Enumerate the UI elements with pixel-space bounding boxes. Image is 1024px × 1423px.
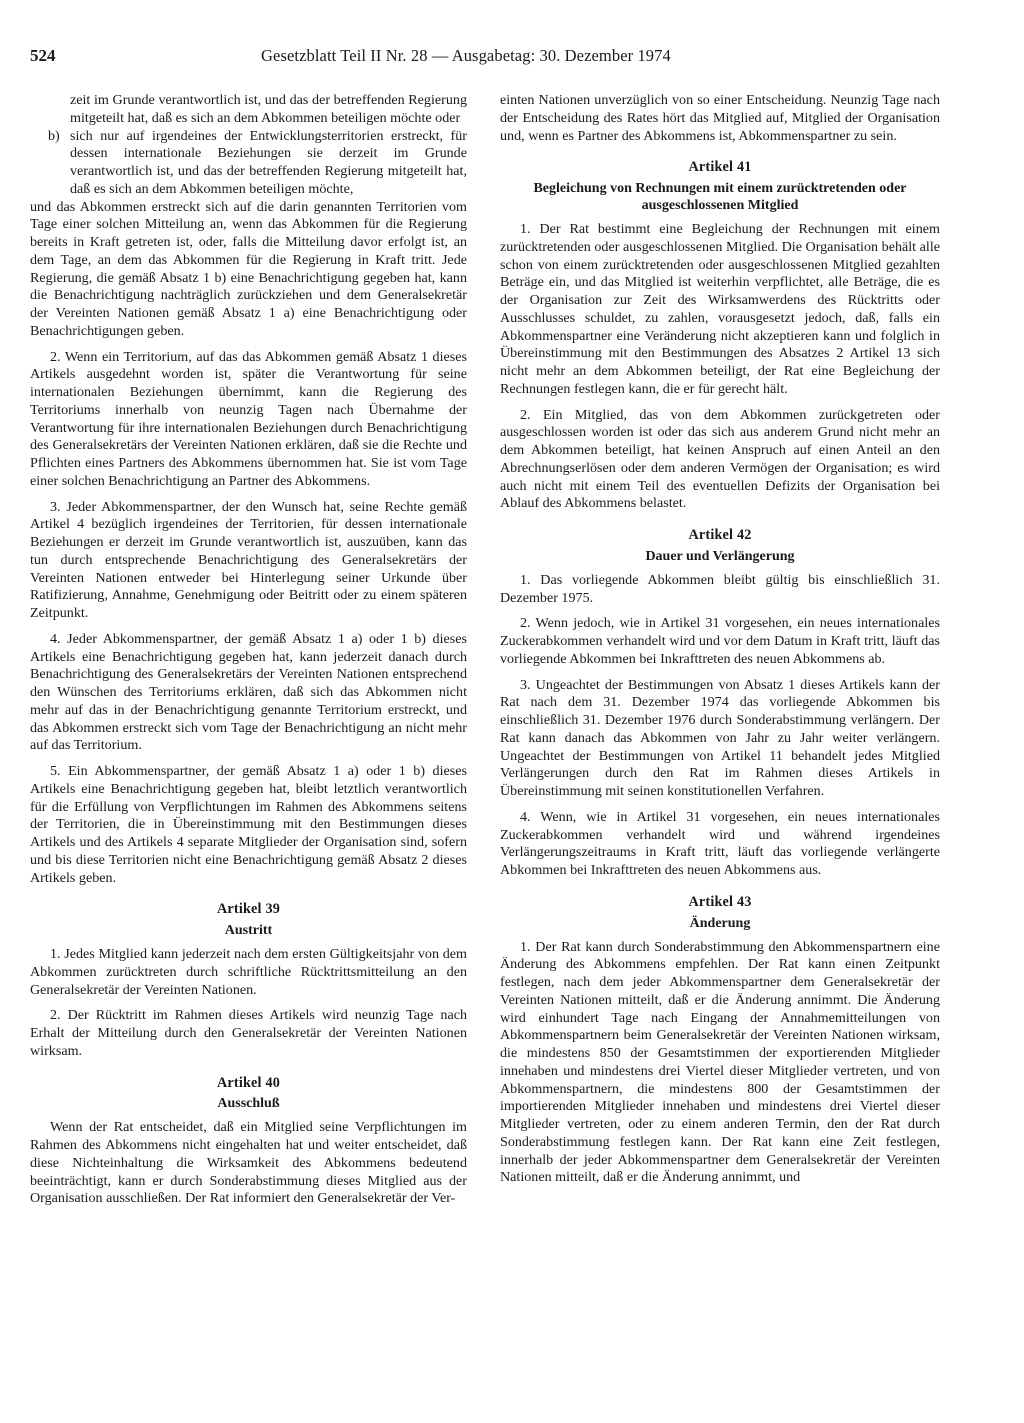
article-42-subtitle: Dauer und Verlängerung	[645, 548, 795, 564]
paragraph-5: 5. Ein Abkommenspartner, der gemäß Absatz 1 a) oder 1 b) dieses Artikels eine Benachrichtigung gegeben hat, bleibt letztlich verantwortlich für die Erfüllung von Verpflichtungen im Rahmen des Abkommens seitens der Territorien, die in Übereinstimmung mit den Bestimmungen dieses Artikels und des Artikels 4 separate Mitglieder der Organisation sind, sofern und bis diese Territorien nicht eine Benachrichtigung gemäß Absatz 2 dieses Artikels geben.	[30, 763, 467, 886]
paragraph-4: 4. Jeder Abkommenspartner, der gemäß Absatz 1 a) oder 1 b) dieses Artikels eine Benachrichtigung gegeben hat, kann jederzeit danach durch Benachrichtigung des Generalsekretärs der Vereinten Nationen entsprechend den Wünschen des Territoriums erklären, daß sich das Abkommen nicht mehr auf das in der Benachrichtigung genannte Territorium erstreckt, und das Abkommen erstreckt sich vom Tage der Benachrichtigung an nicht mehr auf das Territorium.	[30, 630, 467, 754]
list-item-b-text: sich nur auf irgendeines der Entwicklungsterritorien erstreckt, für dessen internationale Beziehungen sie derzeit im Grunde verantwortlich ist, und das der betreffenden Regierung mitgeteilt hat, daß es sich an dem Abkommen beteiligen möchte,	[70, 127, 467, 197]
article-43-paragraph-1: 1. Der Rat kann durch Sonderabstimmung den Abkommenspartnern eine Änderung des Abkommens empfehlen. Der Rat kann einen Zeitpunkt festlegen, nach dem jeder Abkommenspartner dem Generalsekretär der Vereinten Nationen mitteilt, daß er die Änderung annimmt. Die Änderung wird einhundert Tage nach Eingang der Annahmemitteilungen von Abkommenspartnern beim Generalsekretär der Vereinten Nationen wirksam, die mindestens 850 der Gesamtstimmen der exportierenden Mitglieder innehaben und mindestens drei Viertel dieser Mitglieder vertreten, und von Abkommenspartnern, die mindestens 800 der Gesamtstimmen der importierenden Mitglieder innehaben und mindestens drei Viertel dieser Mitglieder vertreten, oder zu einem anderen Termin, den der Rat durch Sonderabstimmung festlegen kann. Der Rat kann eine Zeit festlegen, innerhalb der jeder Abkommenspartner dem Generalsekretär der Vereinten Nationen mitteilt, daß er die Änderung annimmt, und	[500, 938, 940, 1186]
article-39-paragraph-1: 1. Jedes Mitglied kann jederzeit nach dem ersten Gültigkeitsjahr von dem Abkommen zurücktreten durch schriftliche Rücktrittsmitteilung an den Generalsekretär der Vereinten Nationen.	[30, 946, 467, 998]
article-39-paragraph-2: 2. Der Rücktritt im Rahmen dieses Artikels wird neunzig Tage nach Erhalt der Mitteilung durch den Generalsekretär der Vereinten Nationen wirksam.	[30, 1007, 467, 1059]
article-40-subtitle: Ausschluß	[217, 1096, 280, 1112]
page-number: 524	[30, 46, 56, 65]
article-43-title: Artikel 43	[688, 893, 752, 910]
article-41-paragraph-2: 2. Ein Mitglied, das von dem Abkommen zurückgetreten oder ausgeschlossen worden ist oder das sich aus anderem Grund nicht mehr an dem Abkommen beteiligt, hat keinen Anspruch auf einen Anteil an den Abrechnungserlösen oder dem anderen Vermögen der Organisation; es wird auch nicht mit einem Teil des eventuellen Defizits der Organisation bei Ablauf des Abkommens belastet.	[500, 406, 940, 512]
article-40-title: Artikel 40	[216, 1074, 281, 1091]
right-column	[500, 92, 940, 1187]
paragraph-item-a-continuation: zeit im Grunde verantwortlich ist, und das der betreffenden Regierung mitgeteilt hat, daß es sich an dem Abkommen beteiligen möchte oder	[70, 92, 467, 126]
article-42-paragraph-1: 1. Das vorliegende Abkommen bleibt gültig bis einschließlich 31. Dezember 1975.	[500, 571, 940, 606]
article-39-subtitle: Austritt	[224, 923, 273, 938]
article-43-subtitle: Änderung	[689, 915, 751, 931]
article-42-paragraph-4: 4. Wenn, wie in Artikel 31 vorgesehen, ein neues internationales Zuckerabkommen verhandelt wird und während irgendeines Verlängerungszeitraums in Kraft tritt, läuft das vorliegende verlängerte Abkommen bei Inkrafttreten des neuen Abkommens aus.	[500, 808, 940, 878]
article-40-paragraph-1: Wenn der Rat entscheidet, daß ein Mitglied seine Verpflichtungen im Rahmen des Abkommens nicht eingehalten hat und weiter entscheidet, daß diese Nichteinhaltung die Wirksamkeit des Abkommens bedeutend beeinträchtigt, kann er durch Sonderabstimmung dieses Mitglied aus der Organisation ausschließen. Der Rat informiert den Generalsekretär der Ver-	[30, 1119, 467, 1207]
article-42-paragraph-2: 2. Wenn jedoch, wie in Artikel 31 vorgesehen, ein neues internationales Zuckerabkommen verhandelt wird und vor dem Datum in Kraft tritt, läuft das vorliegende Abkommen bei Inkrafttreten des neuen Abkommens ab.	[500, 615, 940, 667]
paragraph-article-40-continuation: einten Nationen unverzüglich von so einer Entscheidung. Neunzig Tage nach der Entscheidung des Rates hört das Mitglied auf, Mitglied der Organisation und, wenn es Partner des Abkommens ist, Abkommenspartner zu sein.	[500, 92, 940, 144]
paragraph-main: und das Abkommen erstreckt sich auf die darin genannten Territorien vom Tage einer solchen Mitteilung an, wenn das Abkommen für die Regierung bereits in Kraft getreten ist, oder, falls die Mitteilung davor erfolgt ist, an dem Tage, an dem das Abkommen für die Regierung in Kraft tritt. Jede Regierung, die gemäß Absatz 1 b) eine Benachrichtigung gegeben hat, kann die Benachrichtigung nachträglich zurückziehen und dem Generalsekretär der Vereinten Nationen gemäß Absatz 1 a) eine Benachrichtigung oder Benachrichtigungen geben.	[30, 198, 467, 339]
paragraph-2: 2. Wenn ein Territorium, auf das das Abkommen gemäß Absatz 1 dieses Artikels ausgedehnt worden ist, später die Verantwortung für seine internationalen Beziehungen übernimmt, kann die Regierung des Territoriums innerhalb von neunzig Tagen nach Übernahme der Verantwortung für ihre internationalen Beziehungen durch Benachrichtigung des Generalsekretärs der Vereinten Nationen erklären, daß sie die Rechte und Pflichten eines Partners des Abkommens übernommen hat. Sie ist vom Tage einer solchen Benachrichtigung an Partner des Abkommens.	[30, 348, 467, 489]
list-item-b-label: b)	[48, 127, 60, 144]
article-42-title: Artikel 42	[688, 527, 752, 543]
article-41-title: Artikel 41	[688, 159, 752, 176]
article-42-paragraph-3: 3. Ungeachtet der Bestimmungen von Absatz 1 dieses Artikels kann der Rat nach dem 31. Dezember 1974 das vorliegende Abkommen bis einschließlich 31. Dezember 1976 durch Sonderabstimmung verlängern. Der Rat kann danach das Abkommen von Jahr zu Jahr weiter verlängern. Ungeachtet der Bestimmungen von Artikel 11 behandelt jedes Mitglied Verlängerungen durch den Rat im Rahmen dieses Artikels in Übereinstimmung mit seinen konstitutionellen Verfahren.	[500, 676, 940, 799]
left-column	[30, 92, 467, 1208]
list-item-b	[30, 128, 467, 199]
paragraph-3: 3. Jeder Abkommenspartner, der den Wunsch hat, seine Rechte gemäß Artikel 4 bezüglich irgendeines der Territorien, für dessen internationale Beziehungen er derzeit im Grunde verantwortlich ist, auszuüben, kann das tun durch entsprechende Benachrichtigung des Generalsekretärs der Vereinten Nationen entweder bei Hinterlegung seiner Urkunde über Ratifizierung, Annahme, Genehmigung oder Beitritt oder zu einem späteren Zeitpunkt.	[30, 498, 467, 621]
article-41-paragraph-1: 1. Der Rat bestimmt eine Begleichung der Rechnungen mit einem zurücktretenden oder ausgeschlossenen Mitglied. Die Organisation behält alle schon von einem zurücktretenden oder ausgeschlossenen Mitglied gezahlten Beträge ein, und das Mitglied ist weiterhin verpflichtet, alle Beträge, die es der Organisation zur Zeit des Wirksamwerdens des Rücktritts oder Ausschlusses schuldet, zu zahlen, vorausgesetzt jedoch, daß, falls ein Abkommenspartner eine Veränderung nicht akzeptieren kann und folglich in Übereinstimmung mit den Bestimmungen des Absatzes 2 Artikel 13 sich nicht mehr an dem Abkommen beteiligt, der Rat eine Begleichung der Rechnungen festlegen kann, die er für gerecht hält.	[500, 221, 940, 397]
running-head: Gesetzblatt Teil II Nr. 28 — Ausgabetag: 30. Dezember 1974	[261, 46, 671, 65]
page-header	[30, 46, 994, 70]
article-39-title: Artikel 39	[216, 901, 281, 918]
article-41-subtitle: Begleichung von Rechnungen mit einem zurücktretenden oder ausgeschlossenen Mitglied	[533, 181, 907, 213]
